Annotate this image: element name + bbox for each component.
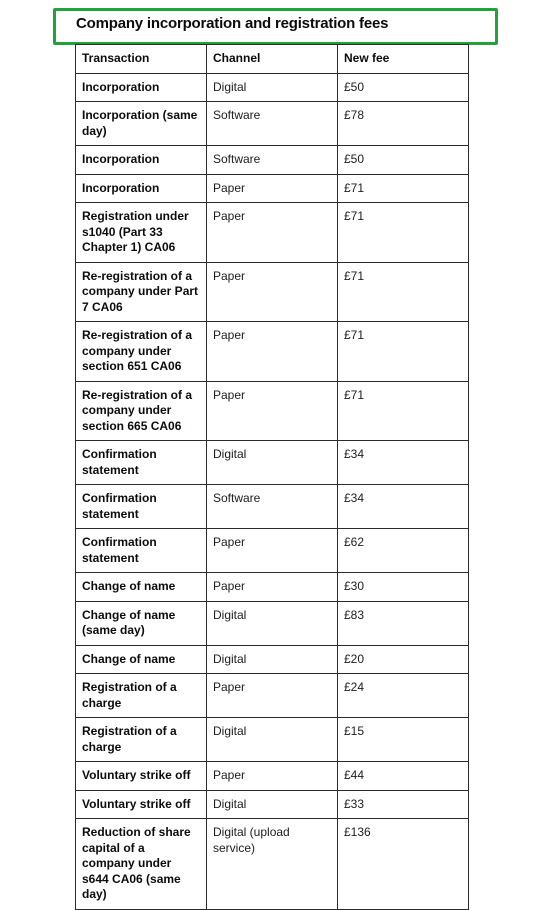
table-row [76, 322, 469, 382]
fee-cell: £15 [338, 718, 469, 762]
fee-cell: £33 [338, 790, 469, 819]
transaction-cell: Change of name [76, 645, 207, 674]
transaction-cell: Registration of a charge [76, 674, 207, 718]
table-row [76, 441, 469, 485]
channel-cell: Digital [207, 718, 338, 762]
channel-cell: Digital (upload service) [207, 819, 338, 910]
fee-cell: £44 [338, 762, 469, 791]
table-row [76, 762, 469, 791]
section-heading-box [53, 8, 498, 45]
table-row [76, 73, 469, 102]
table-row [76, 674, 469, 718]
channel-cell: Digital [207, 73, 338, 102]
channel-cell: Paper [207, 203, 338, 263]
transaction-cell: Voluntary strike off [76, 762, 207, 791]
table-row [76, 573, 469, 602]
table-row [76, 381, 469, 441]
fee-cell: £24 [338, 674, 469, 718]
table-row [76, 601, 469, 645]
fee-cell: £71 [338, 322, 469, 382]
transaction-cell: Registration under s1040 (Part 33 Chapter 1) CA06 [76, 203, 207, 263]
fee-cell: £50 [338, 146, 469, 175]
channel-cell: Paper [207, 381, 338, 441]
transaction-cell: Confirmation statement [76, 441, 207, 485]
fee-cell: £71 [338, 174, 469, 203]
table-row [76, 529, 469, 573]
channel-cell: Paper [207, 573, 338, 602]
transaction-cell: Change of name [76, 573, 207, 602]
table-row [76, 819, 469, 910]
transaction-cell: Incorporation [76, 174, 207, 203]
table-row [76, 645, 469, 674]
fee-cell: £20 [338, 645, 469, 674]
channel-cell: Paper [207, 174, 338, 203]
fees-table [75, 44, 469, 910]
transaction-cell: Incorporation [76, 146, 207, 175]
fee-cell: £83 [338, 601, 469, 645]
channel-cell: Paper [207, 674, 338, 718]
transaction-cell: Voluntary strike off [76, 790, 207, 819]
transaction-cell: Incorporation [76, 73, 207, 102]
transaction-cell: Incorporation (same day) [76, 102, 207, 146]
channel-cell: Paper [207, 529, 338, 573]
transaction-cell: Reduction of share capital of a company under s644 CA06 (same day) [76, 819, 207, 910]
fee-cell: £136 [338, 819, 469, 910]
column-header-channel: Channel [207, 45, 338, 74]
column-header-new-fee: New fee [338, 45, 469, 74]
table-row [76, 203, 469, 263]
channel-cell: Paper [207, 762, 338, 791]
table-row [76, 102, 469, 146]
channel-cell: Paper [207, 322, 338, 382]
table-row [76, 262, 469, 322]
fee-cell: £71 [338, 203, 469, 263]
fee-cell: £71 [338, 381, 469, 441]
table-body [76, 73, 469, 909]
fee-cell: £30 [338, 573, 469, 602]
fee-cell: £50 [338, 73, 469, 102]
fee-cell: £34 [338, 441, 469, 485]
channel-cell: Paper [207, 262, 338, 322]
column-header-transaction: Transaction [76, 45, 207, 74]
channel-cell: Digital [207, 790, 338, 819]
transaction-cell: Confirmation statement [76, 529, 207, 573]
transaction-cell: Registration of a charge [76, 718, 207, 762]
table-header-row [76, 45, 469, 74]
transaction-cell: Change of name (same day) [76, 601, 207, 645]
table-row [76, 146, 469, 175]
channel-cell: Digital [207, 441, 338, 485]
transaction-cell: Confirmation statement [76, 485, 207, 529]
fee-cell: £71 [338, 262, 469, 322]
channel-cell: Software [207, 102, 338, 146]
transaction-cell: Re-registration of a company under section 651 CA06 [76, 322, 207, 382]
channel-cell: Digital [207, 601, 338, 645]
fee-cell: £34 [338, 485, 469, 529]
table-row [76, 174, 469, 203]
channel-cell: Software [207, 485, 338, 529]
channel-cell: Software [207, 146, 338, 175]
section-heading: Company incorporation and registration fees [76, 15, 389, 32]
table-row [76, 790, 469, 819]
channel-cell: Digital [207, 645, 338, 674]
table-row [76, 485, 469, 529]
fee-cell: £62 [338, 529, 469, 573]
table-row [76, 718, 469, 762]
transaction-cell: Re-registration of a company under Part 7 CA06 [76, 262, 207, 322]
fee-cell: £78 [338, 102, 469, 146]
transaction-cell: Re-registration of a company under section 665 CA06 [76, 381, 207, 441]
